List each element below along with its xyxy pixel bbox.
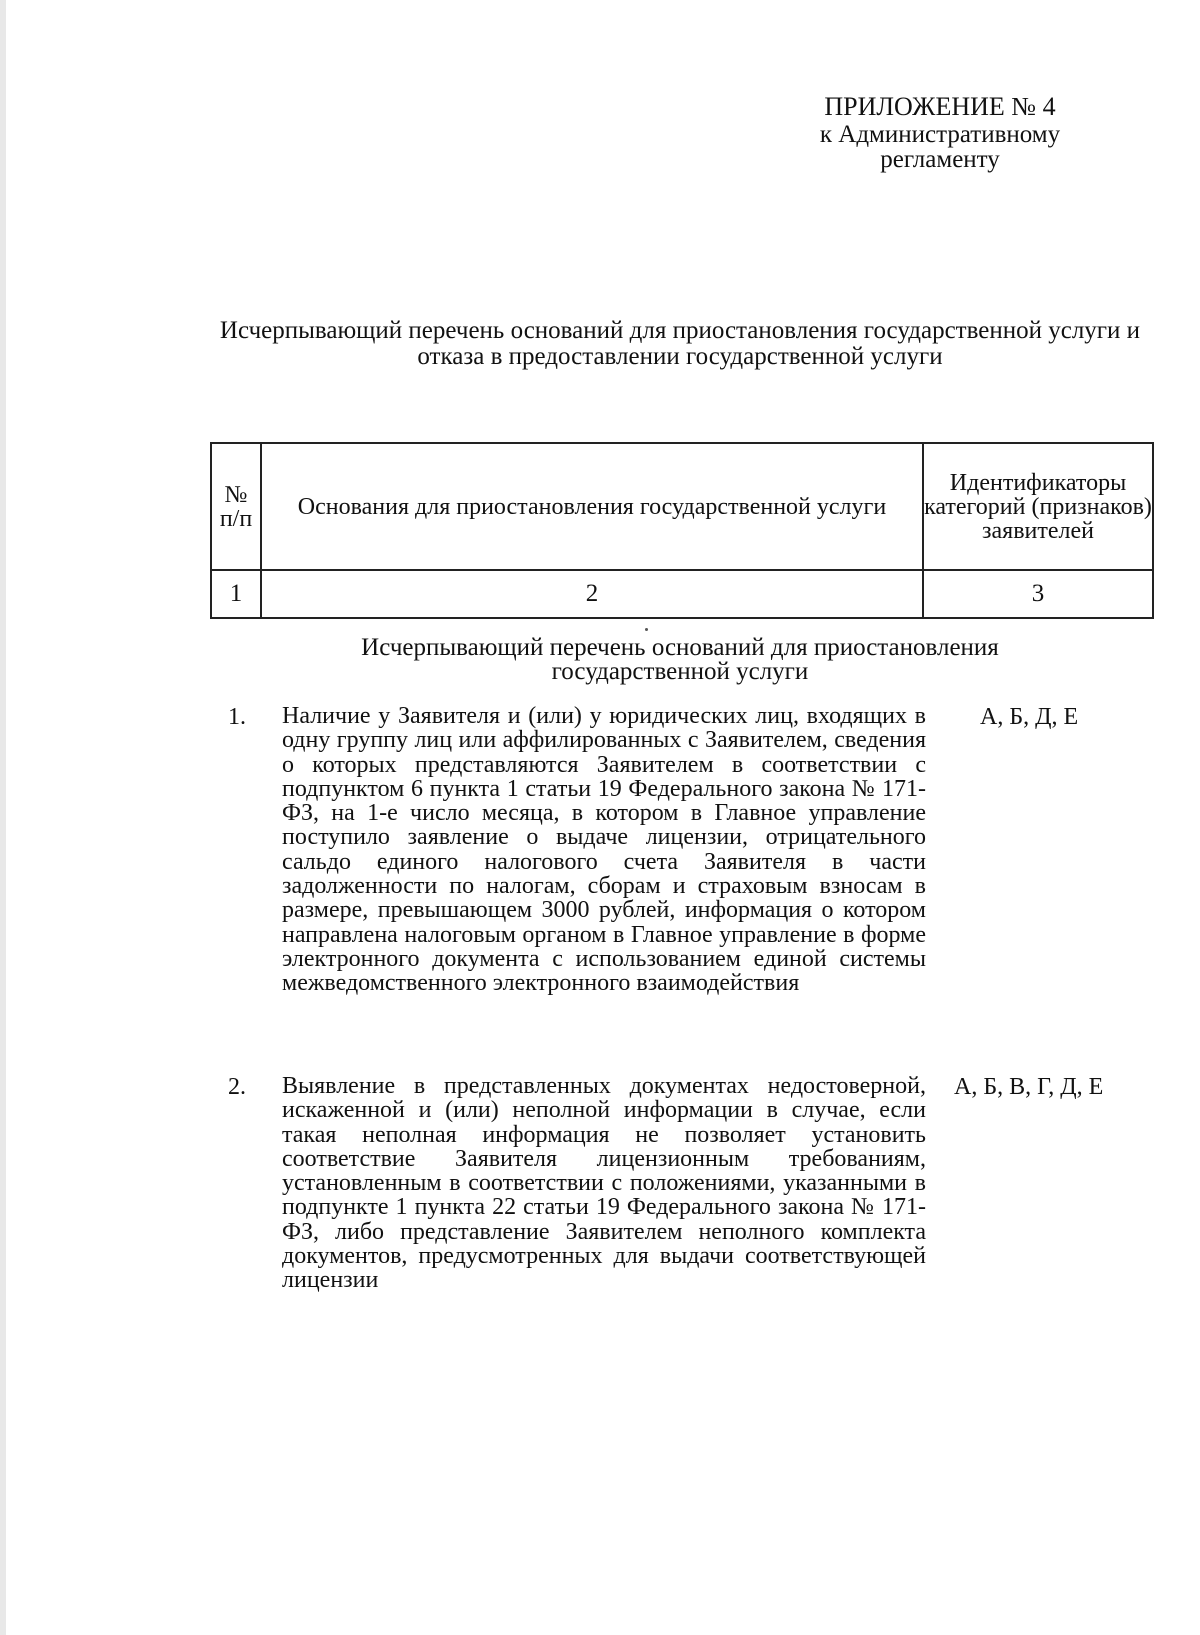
document-title: Исчерпывающий перечень оснований для приостановления государственной услуги и отказа в предоставлении государственной услуги xyxy=(219,317,1141,370)
item-categories: А, Б, В, Г, Д, Е xyxy=(954,1074,1104,1100)
scan-speck xyxy=(645,628,648,631)
column-number-3: 3 xyxy=(923,570,1153,618)
table-number-row xyxy=(211,570,1153,618)
header-cell-number: № п/п xyxy=(211,443,261,570)
column-number-2: 2 xyxy=(261,570,923,618)
header-cell-identifiers: Идентификаторы категорий (признаков) заявителей xyxy=(923,443,1153,570)
table-header-row xyxy=(211,443,1153,570)
appendix-header xyxy=(770,92,1110,172)
header-cell-grounds: Основания для приостановления государственной услуги xyxy=(261,443,923,570)
section-title: Исчерпывающий перечень оснований для приостановления государственной услуги xyxy=(361,634,999,685)
item-number: 1. xyxy=(228,704,246,730)
header-table xyxy=(210,442,1154,619)
appendix-line-3: регламенту xyxy=(880,146,1000,173)
column-number-1: 1 xyxy=(211,570,261,618)
appendix-line-2: к Административному xyxy=(819,121,1061,148)
scan-edge xyxy=(0,0,6,1635)
item-number: 2. xyxy=(228,1074,246,1100)
item-text: Наличие у Заявителя и (или) у юридических лиц, входящих в одну группу лиц или аффилированных с Заявителем, сведения о которых представляются Заявителем в соответствии с подпунктом 6 пункта 1 статьи 19 Федерального закона № 171-ФЗ, на 1-е число месяца, в котором в Главное управление поступило заявление о выдаче лицензии, отрицательного сальдо единого налогового счета Заявителя в части задолженности по налогам, сборам и страховым взносам в размере, превышающем 3000 рублей, информация о котором направлена налоговым органом в Главное управление в форме электронного документа с использованием единой системы межведомственного электронного взаимодействия xyxy=(282,703,926,997)
item-categories: А, Б, Д, Е xyxy=(980,704,1079,730)
appendix-number: ПРИЛОЖЕНИЕ № 4 xyxy=(824,92,1056,121)
item-text: Выявление в представленных документах недостоверной, искаженной и (или) неполной информации в случае, если такая неполная информация не позволяет установить соответствие Заявителя лицензионным требованиям, установленным в соответствии с положениями, указанными в подпункте 1 пункта 22 статьи 19 Федерального закона № 171-ФЗ, либо представление Заявителем неполного комплекта документов, предусмотренных для выдачи соответствующей лицензии xyxy=(282,1073,926,1294)
